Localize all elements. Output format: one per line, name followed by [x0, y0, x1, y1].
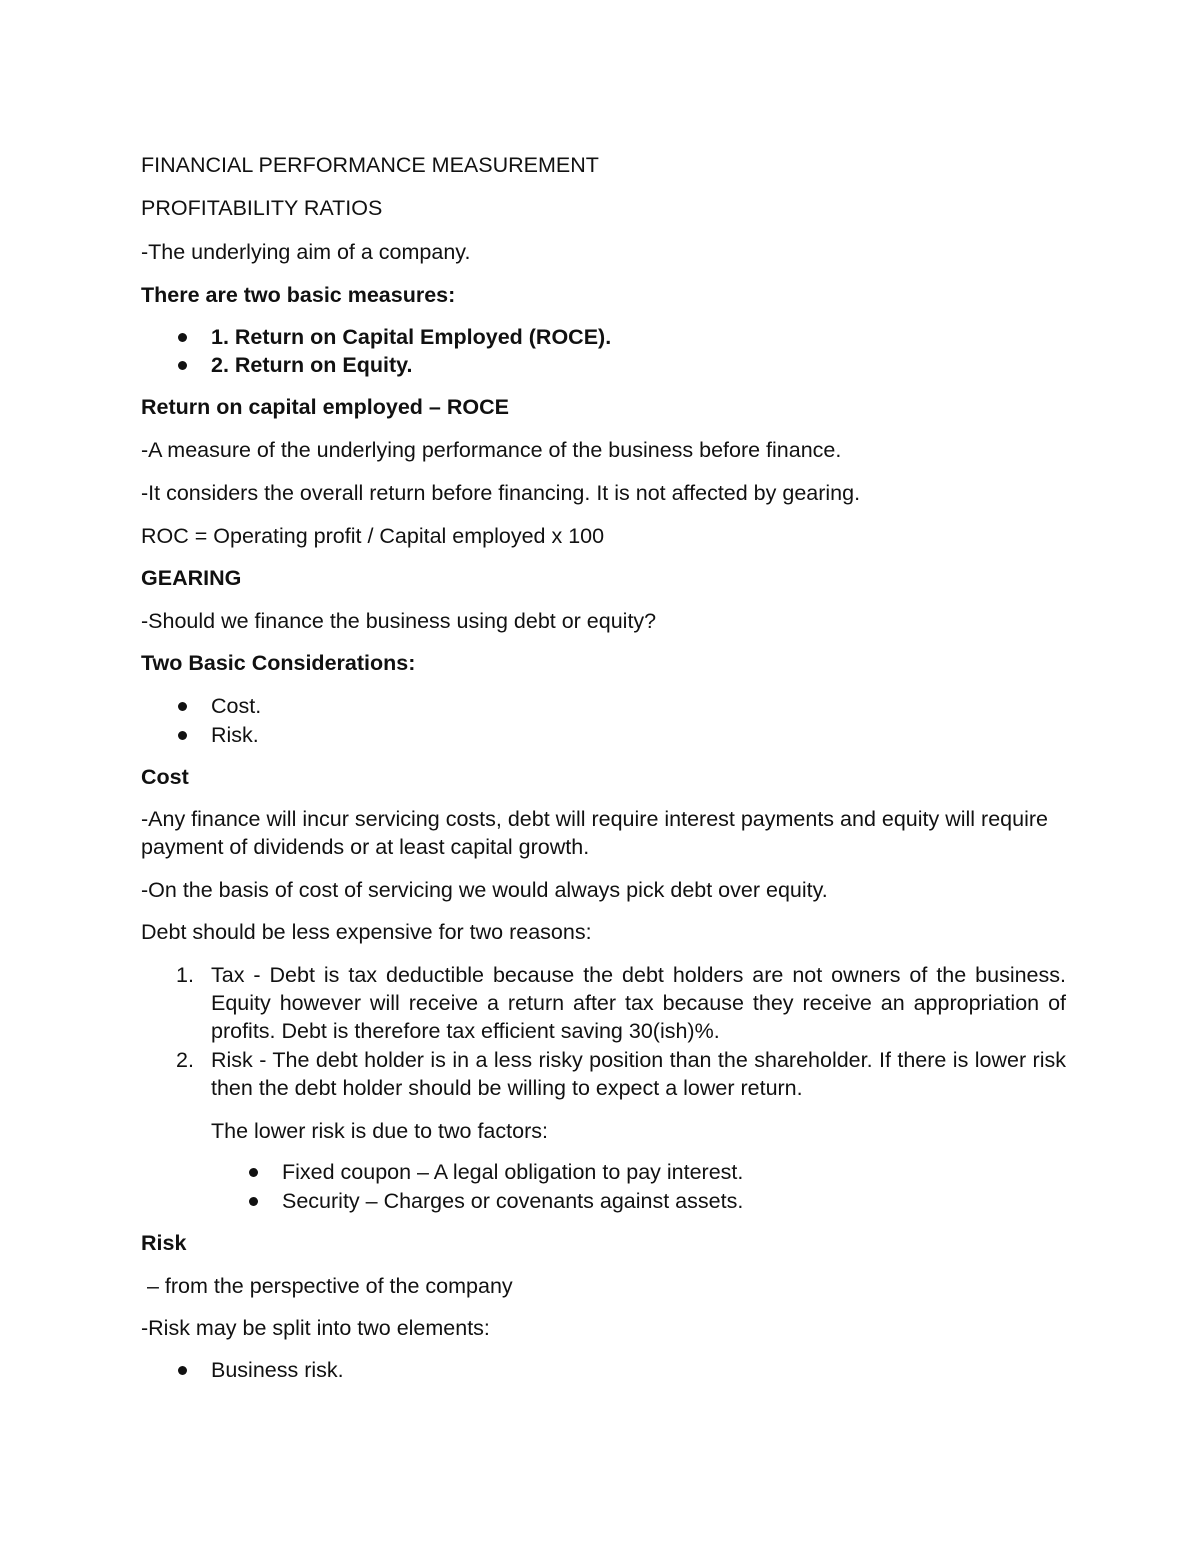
paragraph-debt-reasons: Debt should be less expensive for two reasons: — [141, 920, 592, 944]
paragraph-cost-1: -Any finance will incur servicing costs, debt will require interest payments and equity will require payment of dividends or at least capital growth. — [141, 807, 1048, 859]
bullet-icon — [178, 333, 187, 342]
paragraph-risk-perspective: – from the perspective of the company — [141, 1274, 513, 1298]
bullet-icon — [249, 1168, 258, 1177]
heading-risk: Risk — [141, 1231, 187, 1255]
list-item-business-risk: Business risk. — [211, 1358, 344, 1382]
document-title: FINANCIAL PERFORMANCE MEASUREMENT — [141, 153, 599, 177]
list-number: 1. — [176, 963, 194, 987]
paragraph-gearing-question: -Should we finance the business using debt or equity? — [141, 609, 657, 633]
list-item-measure-1: 1. Return on Capital Employed (ROCE). — [211, 325, 612, 349]
bullet-icon — [178, 1366, 187, 1375]
bullet-icon — [178, 702, 187, 711]
list-item-reason-tax: Tax - Debt is tax deductible because the debt holders are not owners of the business. Equity however will receive a return after tax because they receive an appropriation of profits. Debt is therefore tax efficient saving 30(ish)%. — [211, 963, 1066, 1043]
paragraph-formula: ROC = Operating profit / Capital employed x 100 — [141, 524, 605, 548]
paragraph-lower-risk: The lower risk is due to two factors: — [211, 1119, 548, 1143]
bullet-icon — [178, 731, 187, 740]
heading-gearing: GEARING — [141, 566, 242, 590]
bullet-icon — [178, 361, 187, 370]
paragraph-aim: -The underlying aim of a company. — [141, 240, 471, 264]
list-number: 2. — [176, 1048, 194, 1072]
list-item-factor-fixed-coupon: Fixed coupon – A legal obligation to pay interest. — [282, 1160, 744, 1184]
paragraph-cost-2: -On the basis of cost of servicing we would always pick debt over equity. — [141, 878, 828, 902]
list-item-reason-risk: Risk - The debt holder is in a less risky position than the shareholder. If there is lower risk then the debt holder should be willing to expect a lower return. — [211, 1048, 1066, 1100]
list-item-consideration-cost: Cost. — [211, 694, 262, 718]
list-item-factor-security: Security – Charges or covenants against assets. — [282, 1189, 744, 1213]
paragraph-risk-split: -Risk may be split into two elements: — [141, 1316, 490, 1340]
bullet-icon — [249, 1197, 258, 1206]
heading-roce: Return on capital employed – ROCE — [141, 395, 509, 419]
paragraph-roce-2: -It considers the overall return before financing. It is not affected by gearing. — [141, 481, 861, 505]
heading-profitability-ratios: PROFITABILITY RATIOS — [141, 196, 383, 220]
heading-considerations: Two Basic Considerations: — [141, 651, 416, 675]
heading-basic-measures: There are two basic measures: — [141, 283, 456, 307]
paragraph-roce-1: -A measure of the underlying performance of the business before finance. — [141, 438, 842, 462]
list-item-consideration-risk: Risk. — [211, 723, 259, 747]
heading-cost: Cost — [141, 765, 189, 789]
list-item-measure-2: 2. Return on Equity. — [211, 353, 413, 377]
